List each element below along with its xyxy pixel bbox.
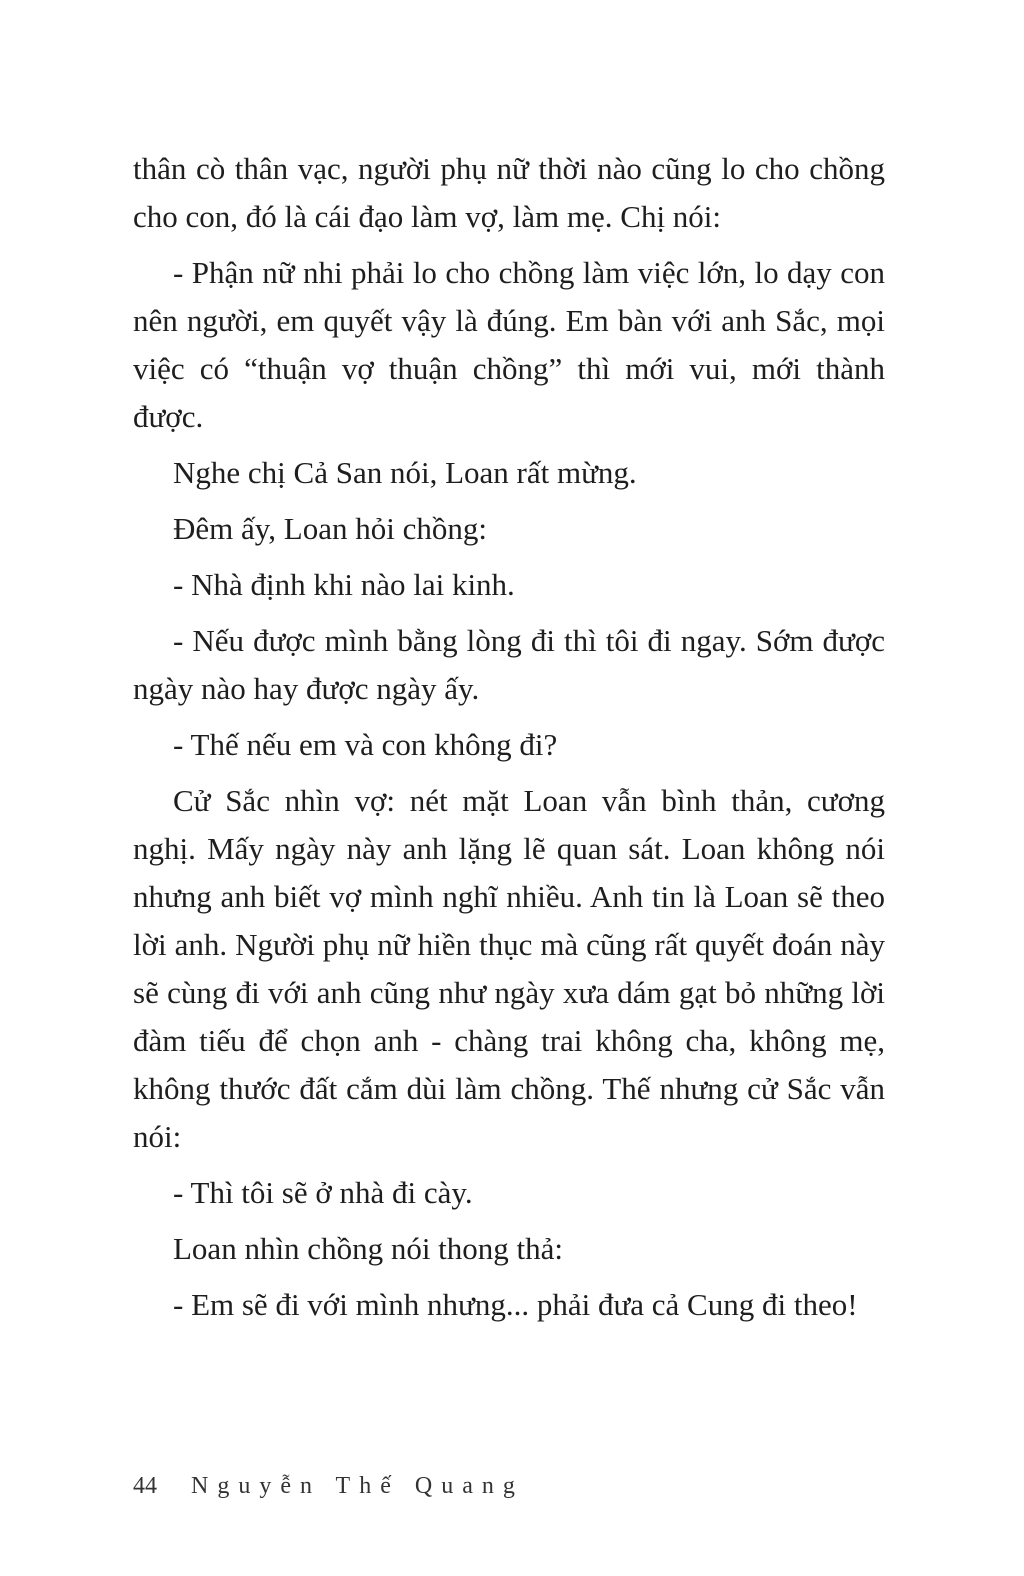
paragraph: Đêm ấy, Loan hỏi chồng: (173, 511, 487, 546)
paragraph: - Thế nếu em và con không đi? (173, 727, 558, 762)
paragraph: - Thì tôi sẽ ở nhà đi cày. (173, 1175, 473, 1210)
paragraph: Loan nhìn chồng nói thong thả: (173, 1231, 564, 1266)
page-number: 44 (133, 1473, 157, 1499)
paragraph: Cử Sắc nhìn vợ: nét mặt Loan vẫn bình thản, cương nghị. Mấy ngày này anh lặng lẽ quan sát. Loan không nói nhưng anh biết vợ mình nghĩ nhiều. Anh tin là Loan sẽ theo lời anh. Người phụ nữ hiền thục mà cũng rất quyết đoán này sẽ cùng đi với anh cũng như ngày xưa dám gạt bỏ những lời đàm tiếu để chọn anh - chàng trai không cha, không mẹ, không thước đất cắm dùi làm chồng. Thế nhưng cử Sắc vẫn nói: (133, 783, 885, 1154)
paragraph: - Em sẽ đi với mình nhưng... phải đưa cả Cung đi theo! (173, 1287, 858, 1322)
paragraph: - Nhà định khi nào lai kinh. (173, 567, 515, 602)
paragraph: - Nếu được mình bằng lòng đi thì tôi đi ngay. Sớm được ngày nào hay được ngày ấy. (133, 623, 885, 706)
page-footer (133, 1470, 524, 1502)
paragraph: thân cò thân vạc, người phụ nữ thời nào cũng lo cho chồng cho con, đó là cái đạo làm vợ, làm mẹ. Chị nói: (133, 151, 885, 234)
paragraph: - Phận nữ nhi phải lo cho chồng làm việc lớn, lo dạy con nên người, em quyết vậy là đúng. Em bàn với anh Sắc, mọi việc có “thuận vợ thuận chồng” thì mới vui, mới thành được. (133, 255, 885, 434)
paragraph: Nghe chị Cả San nói, Loan rất mừng. (173, 455, 637, 490)
running-head-author: Nguyễn Thế Quang (191, 1473, 524, 1499)
body-text (133, 145, 885, 1337)
